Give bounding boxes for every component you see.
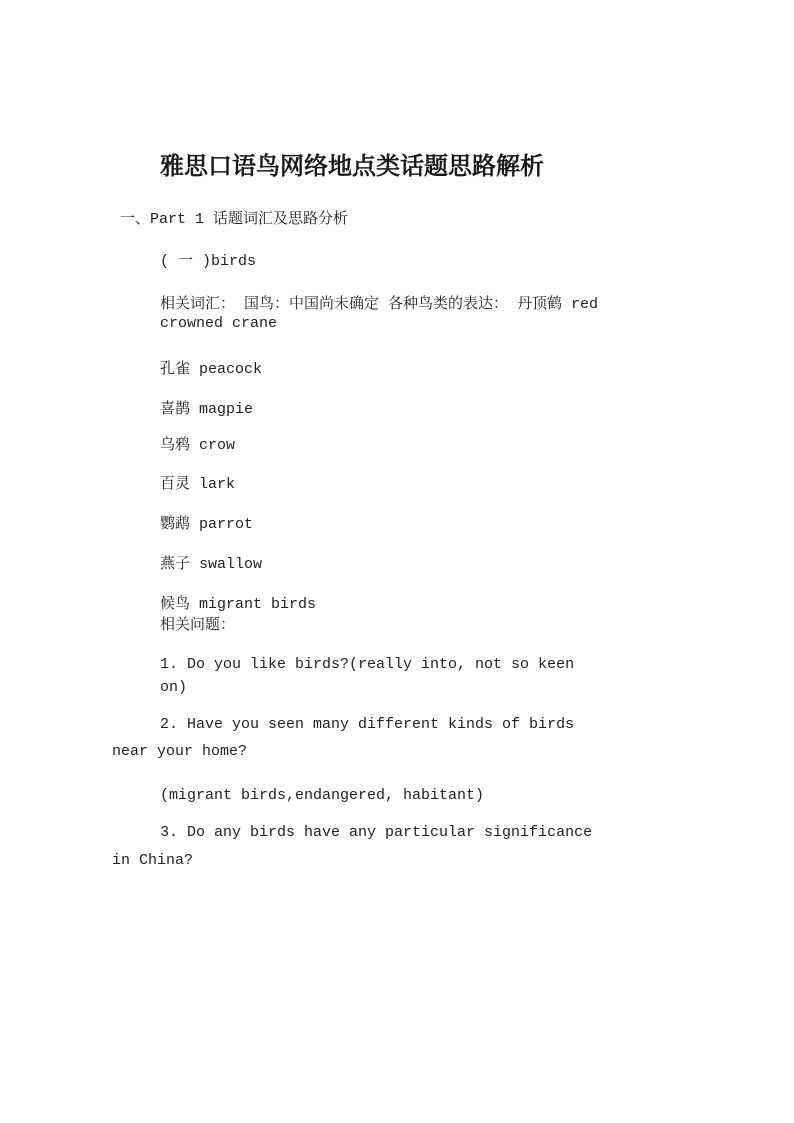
question-2-hint: (migrant birds,endangered, habitant) <box>160 787 485 804</box>
question-3-line-2: in China? <box>112 852 194 869</box>
question-2-line-1: 2. Have you seen many different kinds of birds <box>160 716 575 733</box>
vocab-item: 孔雀 peacock <box>160 361 263 378</box>
questions-label: 相关问题： <box>160 617 236 634</box>
vocab-intro-line-2: crowned crane <box>160 315 278 332</box>
page-title: 雅思口语鸟网络地点类话题思路解析 <box>160 151 544 180</box>
question-2-line-2: near your home? <box>112 743 248 760</box>
vocab-item: 喜鹊 magpie <box>160 401 254 418</box>
vocab-item: 燕子 swallow <box>160 556 263 573</box>
question-1-line-1: 1. Do you like birds?(really into, not so keen <box>160 656 575 673</box>
section-heading: 一、Part 1 话题词汇及思路分析 <box>120 211 349 228</box>
vocab-item: 鹦鹉 parrot <box>160 516 254 533</box>
question-3-line-1: 3. Do any birds have any particular significance <box>160 824 593 841</box>
vocab-intro-line-1: 相关词汇： 国鸟：中国尚未确定 各种鸟类的表达： 丹顶鹤 red <box>160 296 599 313</box>
subsection-heading: ( 一 )birds <box>160 253 257 270</box>
vocab-item: 乌鸦 crow <box>160 437 236 454</box>
question-1-line-2: on) <box>160 679 188 696</box>
vocab-item: 候鸟 migrant birds <box>160 596 317 613</box>
vocab-item: 百灵 lark <box>160 476 236 493</box>
